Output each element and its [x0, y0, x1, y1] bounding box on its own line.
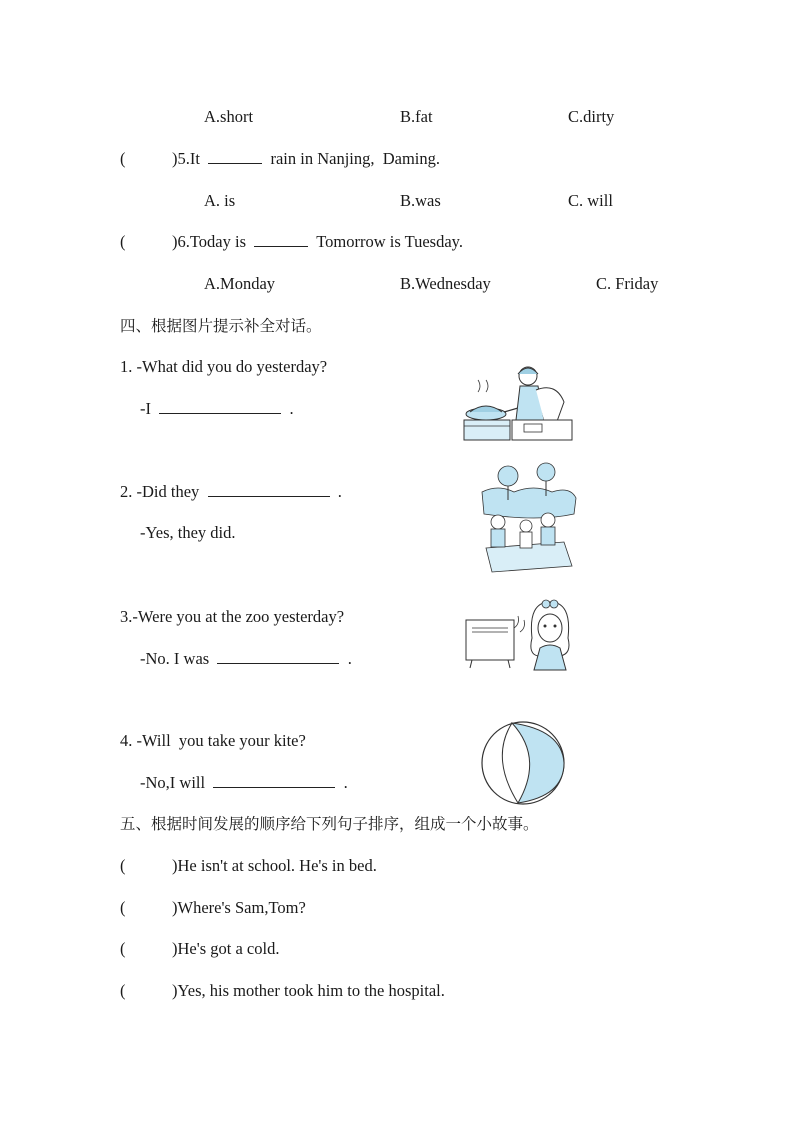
s4-q1-answer-pre: -I	[140, 399, 151, 418]
s4-q4-answer	[140, 773, 348, 793]
s5-sentence-3: )He's got a cold.	[172, 939, 280, 958]
q6-option-c[interactable]: C. Friday	[596, 274, 659, 293]
q6-option-b[interactable]: B.Wednesday	[400, 274, 491, 293]
q5-option-c[interactable]: C. will	[568, 191, 613, 210]
q5-option-a[interactable]: A. is	[204, 191, 236, 210]
q5-close-paren: )	[172, 149, 178, 168]
s5-paren-2: (	[120, 898, 126, 917]
ball-illustration	[478, 718, 568, 808]
section5-title: 五、根据时间发展的顺序给下列句子排序，组成一个小故事。	[120, 815, 539, 833]
picnic-illustration	[478, 462, 578, 574]
s4-q1-blank[interactable]	[159, 399, 281, 414]
s4-q1-answer-post: .	[289, 399, 294, 418]
girl-sick-illustration	[462, 598, 580, 674]
cooking-illustration	[460, 362, 580, 444]
s5-sentence-1: )He isn't at school. He's in bed.	[172, 856, 377, 875]
s4-q2-answer: -Yes, they did.	[140, 523, 236, 542]
s5-sentence-2: )Where's Sam,Tom?	[172, 898, 306, 917]
s5-paren-4: (	[120, 981, 126, 1000]
q5-answer-blank[interactable]	[208, 149, 262, 164]
q6-option-a[interactable]: A.Monday	[204, 274, 276, 293]
q6-text-post: Tomorrow is Tuesday.	[316, 232, 463, 251]
q6-paren-open: (	[120, 232, 126, 251]
q6-answer-blank[interactable]	[254, 232, 308, 247]
q5-question	[172, 149, 440, 169]
s4-q4-answer-post: .	[343, 773, 348, 792]
s4-q1-answer	[140, 399, 294, 419]
s4-q2-question-post: .	[337, 482, 342, 501]
q6-close-paren: )	[172, 232, 178, 251]
s5-sentence-4: )Yes, his mother took him to the hospital.	[172, 981, 445, 1000]
q4-option-c[interactable]: C.dirty	[568, 107, 615, 126]
s4-q2-question	[120, 482, 342, 502]
s4-q4-question: 4. -Will you take your kite?	[120, 731, 306, 750]
section4-title: 四、根据图片提示补全对话。	[120, 317, 322, 335]
s4-q3-blank[interactable]	[217, 649, 339, 664]
q6-text-pre: 6.Today is	[177, 232, 247, 251]
s5-paren-1: (	[120, 856, 126, 875]
s4-q3-question: 3.-Were you at the zoo yesterday?	[120, 607, 345, 626]
s4-q1-question: 1. -What did you do yesterday?	[120, 357, 328, 376]
q5-text-post: rain in Nanjing, Daming.	[270, 149, 441, 168]
s4-q2-question-pre: 2. -Did they	[120, 482, 200, 501]
q6-question	[172, 232, 463, 252]
s4-q3-answer	[140, 649, 352, 669]
q5-paren-open: (	[120, 149, 126, 168]
s5-paren-3: (	[120, 939, 126, 958]
q4-option-a[interactable]: A.short	[204, 107, 254, 126]
s4-q4-answer-pre: -No,I will	[140, 773, 206, 792]
q4-option-b[interactable]: B.fat	[400, 107, 433, 126]
s4-q2-blank[interactable]	[208, 482, 330, 497]
q5-text-pre: 5.It	[177, 149, 200, 168]
s4-q4-blank[interactable]	[213, 773, 335, 788]
s4-q3-answer-pre: -No. I was	[140, 649, 210, 668]
q5-option-b[interactable]: B.was	[400, 191, 441, 210]
s4-q3-answer-post: .	[347, 649, 352, 668]
